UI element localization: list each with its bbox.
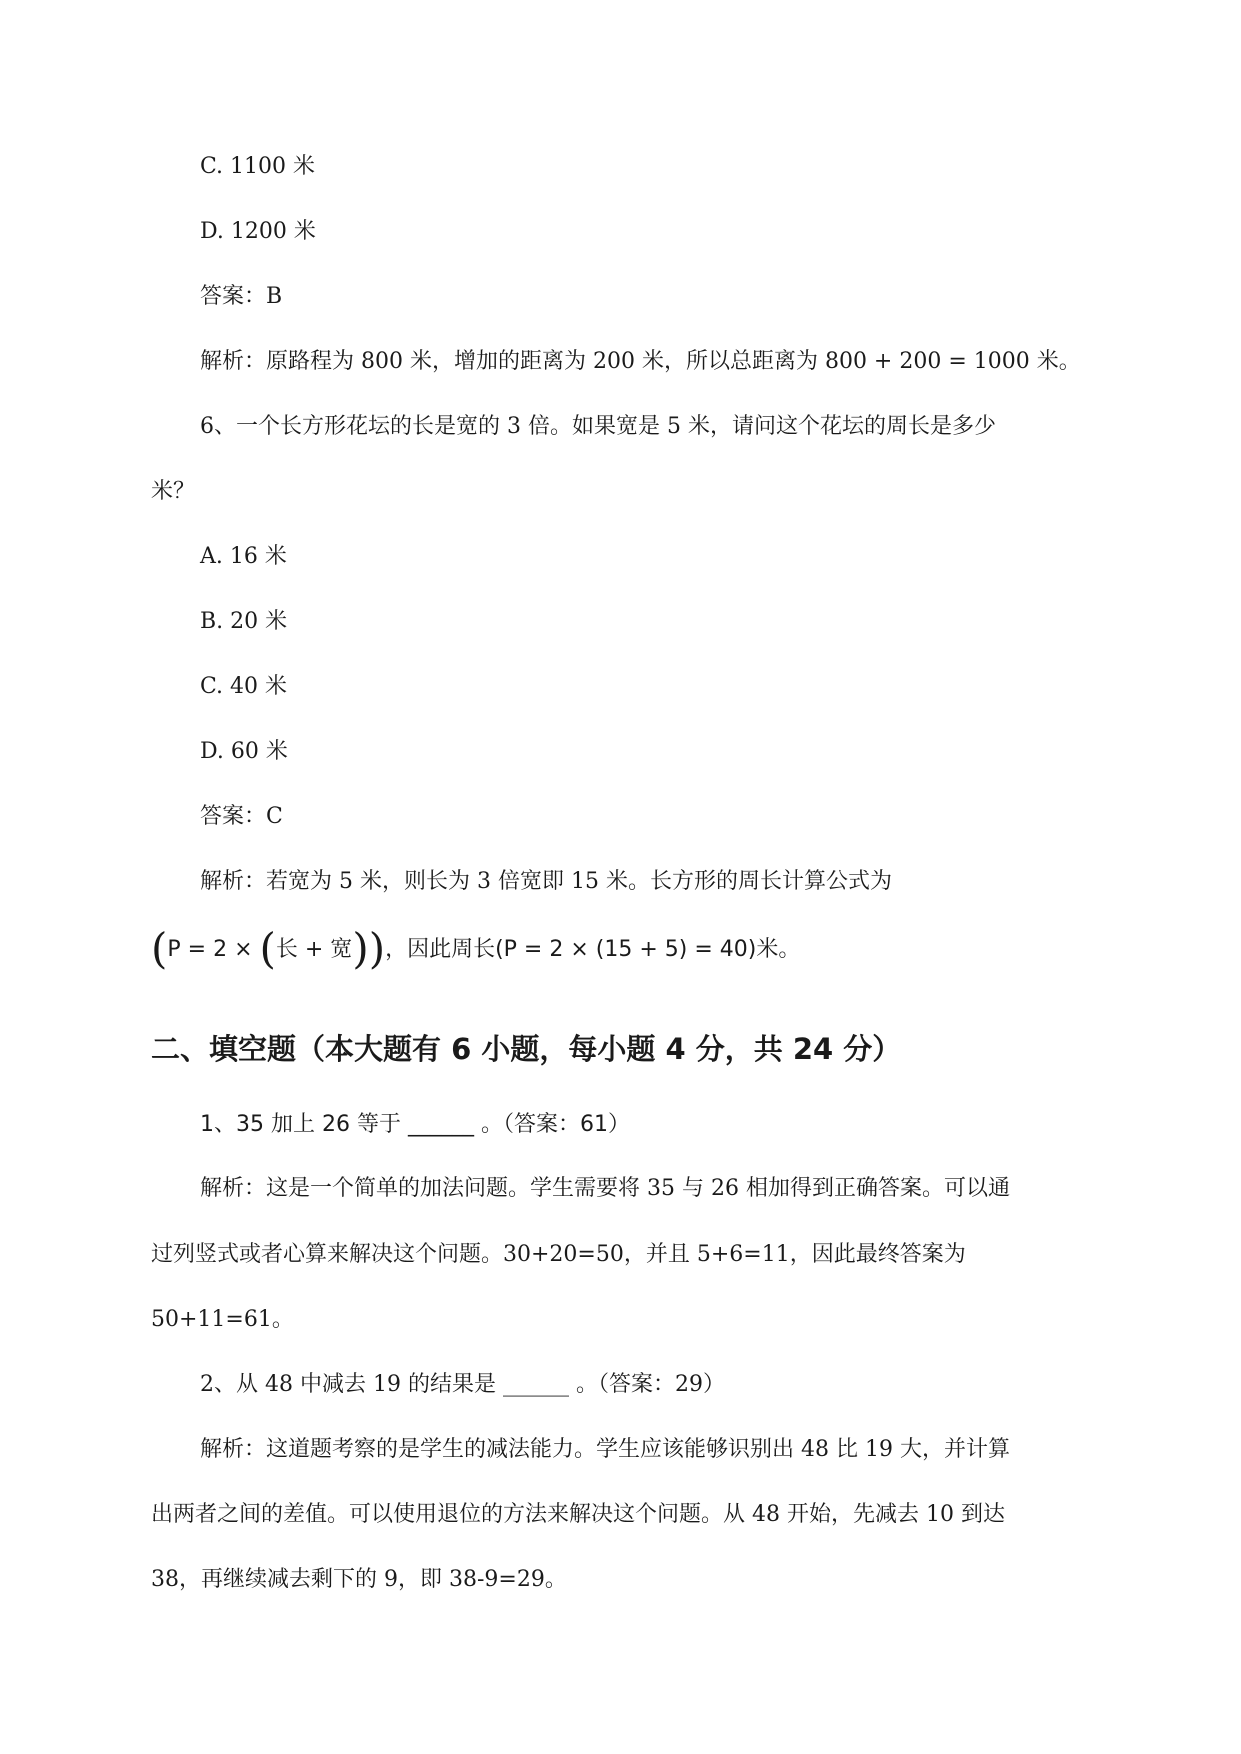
analysis-line: 解析：这道题考察的是学生的减法能力。学生应该能够识别出 48 比 19 大，并计算 xyxy=(200,1437,1010,1462)
formula-line xyxy=(151,924,801,973)
fill-question-1: 1、35 加上 26 等于 ______ 。（答案：61） xyxy=(200,1112,630,1137)
analysis-line: 解析：这是一个简单的加法问题。学生需要将 35 与 26 相加得到正确答案。可以通 xyxy=(200,1176,1010,1201)
section-heading: 二、填空题（本大题有 6 小题，每小题 4 分，共 24 分） xyxy=(151,1032,902,1066)
formula-p-equals: P = 2 × xyxy=(167,937,260,962)
analysis-line: 出两者之间的差值。可以使用退位的方法来解决这个问题。从 48 开始，先减去 10 到达 xyxy=(151,1502,1005,1527)
formula-inner: 长 + 宽 xyxy=(275,937,353,962)
formula-paren-inner-open: ( xyxy=(259,924,276,973)
fill-question-2: 2、从 48 中减去 19 的结果是 ______ 。（答案：29） xyxy=(200,1372,725,1397)
analysis-line: 解析：若宽为 5 米，则长为 3 倍宽即 15 米。长方形的周长计算公式为 xyxy=(200,869,892,894)
formula-paren-inner-close: ) xyxy=(352,924,369,973)
formula-tail: ，因此周长(P = 2 × (15 + 5) = 40)米。 xyxy=(385,937,801,962)
option-d: D. 60 米 xyxy=(200,739,288,764)
question-6-stem: 6、一个长方形花坛的长是宽的 3 倍。如果宽是 5 米，请问这个花坛的周长是多少 xyxy=(200,414,996,439)
option-d: D. 1200 米 xyxy=(200,219,316,244)
option-c: C. 40 米 xyxy=(200,674,288,699)
formula-paren-close: ) xyxy=(368,924,386,973)
option-c: C. 1100 米 xyxy=(200,154,316,179)
option-a: A. 16 米 xyxy=(200,544,287,569)
analysis-line: 过列竖式或者心算来解决这个问题。30+20=50，并且 5+6=11，因此最终答案为 xyxy=(151,1242,966,1267)
formula-paren-open: ( xyxy=(151,924,168,973)
question-6-stem-cont: 米？ xyxy=(151,479,196,504)
analysis-line: 38，再继续减去剩下的 9，即 38-9=29。 xyxy=(151,1567,567,1592)
option-b: B. 20 米 xyxy=(200,609,288,634)
answer-line: 答案：C xyxy=(200,804,283,829)
answer-line: 答案：B xyxy=(200,284,283,309)
analysis-line: 50+11=61。 xyxy=(151,1307,294,1332)
analysis-line: 解析：原路程为 800 米，增加的距离为 200 米，所以总距离为 800 + 200 = 1000 米。 xyxy=(200,349,1081,374)
